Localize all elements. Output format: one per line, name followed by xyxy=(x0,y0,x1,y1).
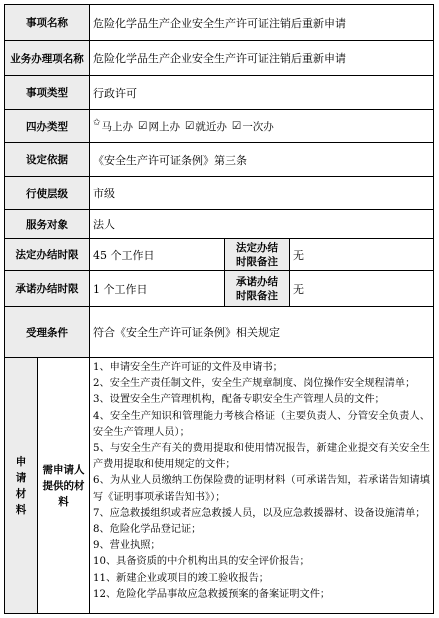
list-item: 10、具备资质的中介机构出具的安全评价报告； xyxy=(93,556,310,568)
legal-limit-note-label: 法定办结时限备注 xyxy=(225,239,290,270)
promise-limit-note-label: 承诺办结时限备注 xyxy=(225,271,290,306)
list-item: 2、安全生产责任制文件，安全生产规章制度、岗位操作安全规程清单； xyxy=(93,378,416,390)
row-four-ban xyxy=(5,110,433,143)
row-basis xyxy=(5,143,433,177)
checkbox-checked-icon: ☑ xyxy=(138,120,148,132)
option-immediate-label: 马上办 xyxy=(101,120,134,133)
item-type-value: 行政许可 xyxy=(93,86,137,100)
level-label: 行使层级 xyxy=(5,177,90,209)
list-item: 6、为从业人员缴纳工伤保险费的证明材料（可承诺告知，若承诺告知请填写《证明事项承诺告知书》）； xyxy=(93,475,430,503)
row-promise-limit xyxy=(5,271,433,307)
list-item: 5、与安全生产有关的费用提取和使用情况报告，新建企业提交有关安全生产费用提取和使用规定的文件； xyxy=(93,443,430,471)
option-once[interactable] xyxy=(232,119,274,134)
list-item: 1、申请安全生产许可证的文件及申请书； xyxy=(93,362,283,373)
checkbox-checked-icon: ☑ xyxy=(184,120,195,132)
option-online[interactable] xyxy=(138,119,180,134)
promise-limit-value: 1 个工作日 xyxy=(90,271,225,306)
option-immediate[interactable] xyxy=(93,119,133,134)
row-handling-name xyxy=(5,41,433,76)
promise-limit-note-value: 无 xyxy=(293,282,304,296)
conditions-label: 受理条件 xyxy=(5,307,90,357)
promise-limit-label: 承诺办结时限 xyxy=(5,271,90,306)
legal-limit-note-value: 无 xyxy=(293,248,304,262)
option-once-label: 一次办 xyxy=(242,120,274,133)
legal-limit-value: 45 个工作日 xyxy=(90,239,225,270)
item-name-value: 危险化学品生产企业安全生产许可证注销后重新申请 xyxy=(93,16,346,30)
basis-label: 设定依据 xyxy=(5,143,90,176)
materials-sublabel: 需申请人提供的材料 xyxy=(38,358,90,613)
item-type-label: 事项类型 xyxy=(5,76,90,109)
list-item: 9、营业执照； xyxy=(93,540,161,552)
target-value: 法人 xyxy=(93,218,115,231)
row-item-name xyxy=(5,5,433,41)
handling-name-label: 业务办理项名称 xyxy=(5,41,90,75)
item-name-label: 事项名称 xyxy=(5,5,90,40)
basis-value: 《安全生产许可证条例》第三条 xyxy=(93,153,247,167)
four-ban-options xyxy=(90,110,433,142)
list-item: 11、新建企业或项目的竣工验收报告； xyxy=(93,572,269,584)
option-nearby[interactable] xyxy=(185,119,227,134)
list-item: 3、设置安全生产管理机构，配备专职安全生产管理人员的文件； xyxy=(93,394,385,406)
conditions-value: 符合《安全生产许可证条例》相关规定 xyxy=(93,326,280,339)
row-legal-limit xyxy=(5,239,433,271)
star-mark-icon: ✩ xyxy=(93,118,101,128)
legal-limit-label: 法定办结时限 xyxy=(5,239,90,270)
list-item: 4、安全生产知识和管理能力考核合格证（主要负责人、分管安全负责人、安全生产管理人员）； xyxy=(93,410,430,438)
option-online-label: 网上办 xyxy=(148,120,180,133)
materials-list xyxy=(90,358,433,603)
level-value: 市级 xyxy=(93,187,115,200)
row-item-type xyxy=(5,76,433,110)
row-level xyxy=(5,177,433,210)
row-target xyxy=(5,210,433,239)
list-item: 8、危险化学品登记证； xyxy=(93,524,202,536)
option-nearby-label: 就近办 xyxy=(195,120,227,133)
list-item: 12、危险化学品事故应急救援预案的备案证明文件； xyxy=(93,588,331,600)
four-ban-label: 四办类型 xyxy=(5,110,90,142)
target-label: 服务对象 xyxy=(5,210,90,238)
handling-name-value: 危险化学品生产企业安全生产许可证注销后重新申请 xyxy=(93,52,346,65)
row-materials xyxy=(5,358,433,613)
row-conditions xyxy=(5,307,433,358)
materials-label: 申请材料 xyxy=(5,358,38,613)
list-item: 7、应急救援组织或者应急救援人员，以及应急救援器材、设备设施清单； xyxy=(93,507,426,519)
service-item-table xyxy=(4,4,434,614)
checkbox-checked-icon: ☑ xyxy=(231,120,242,132)
